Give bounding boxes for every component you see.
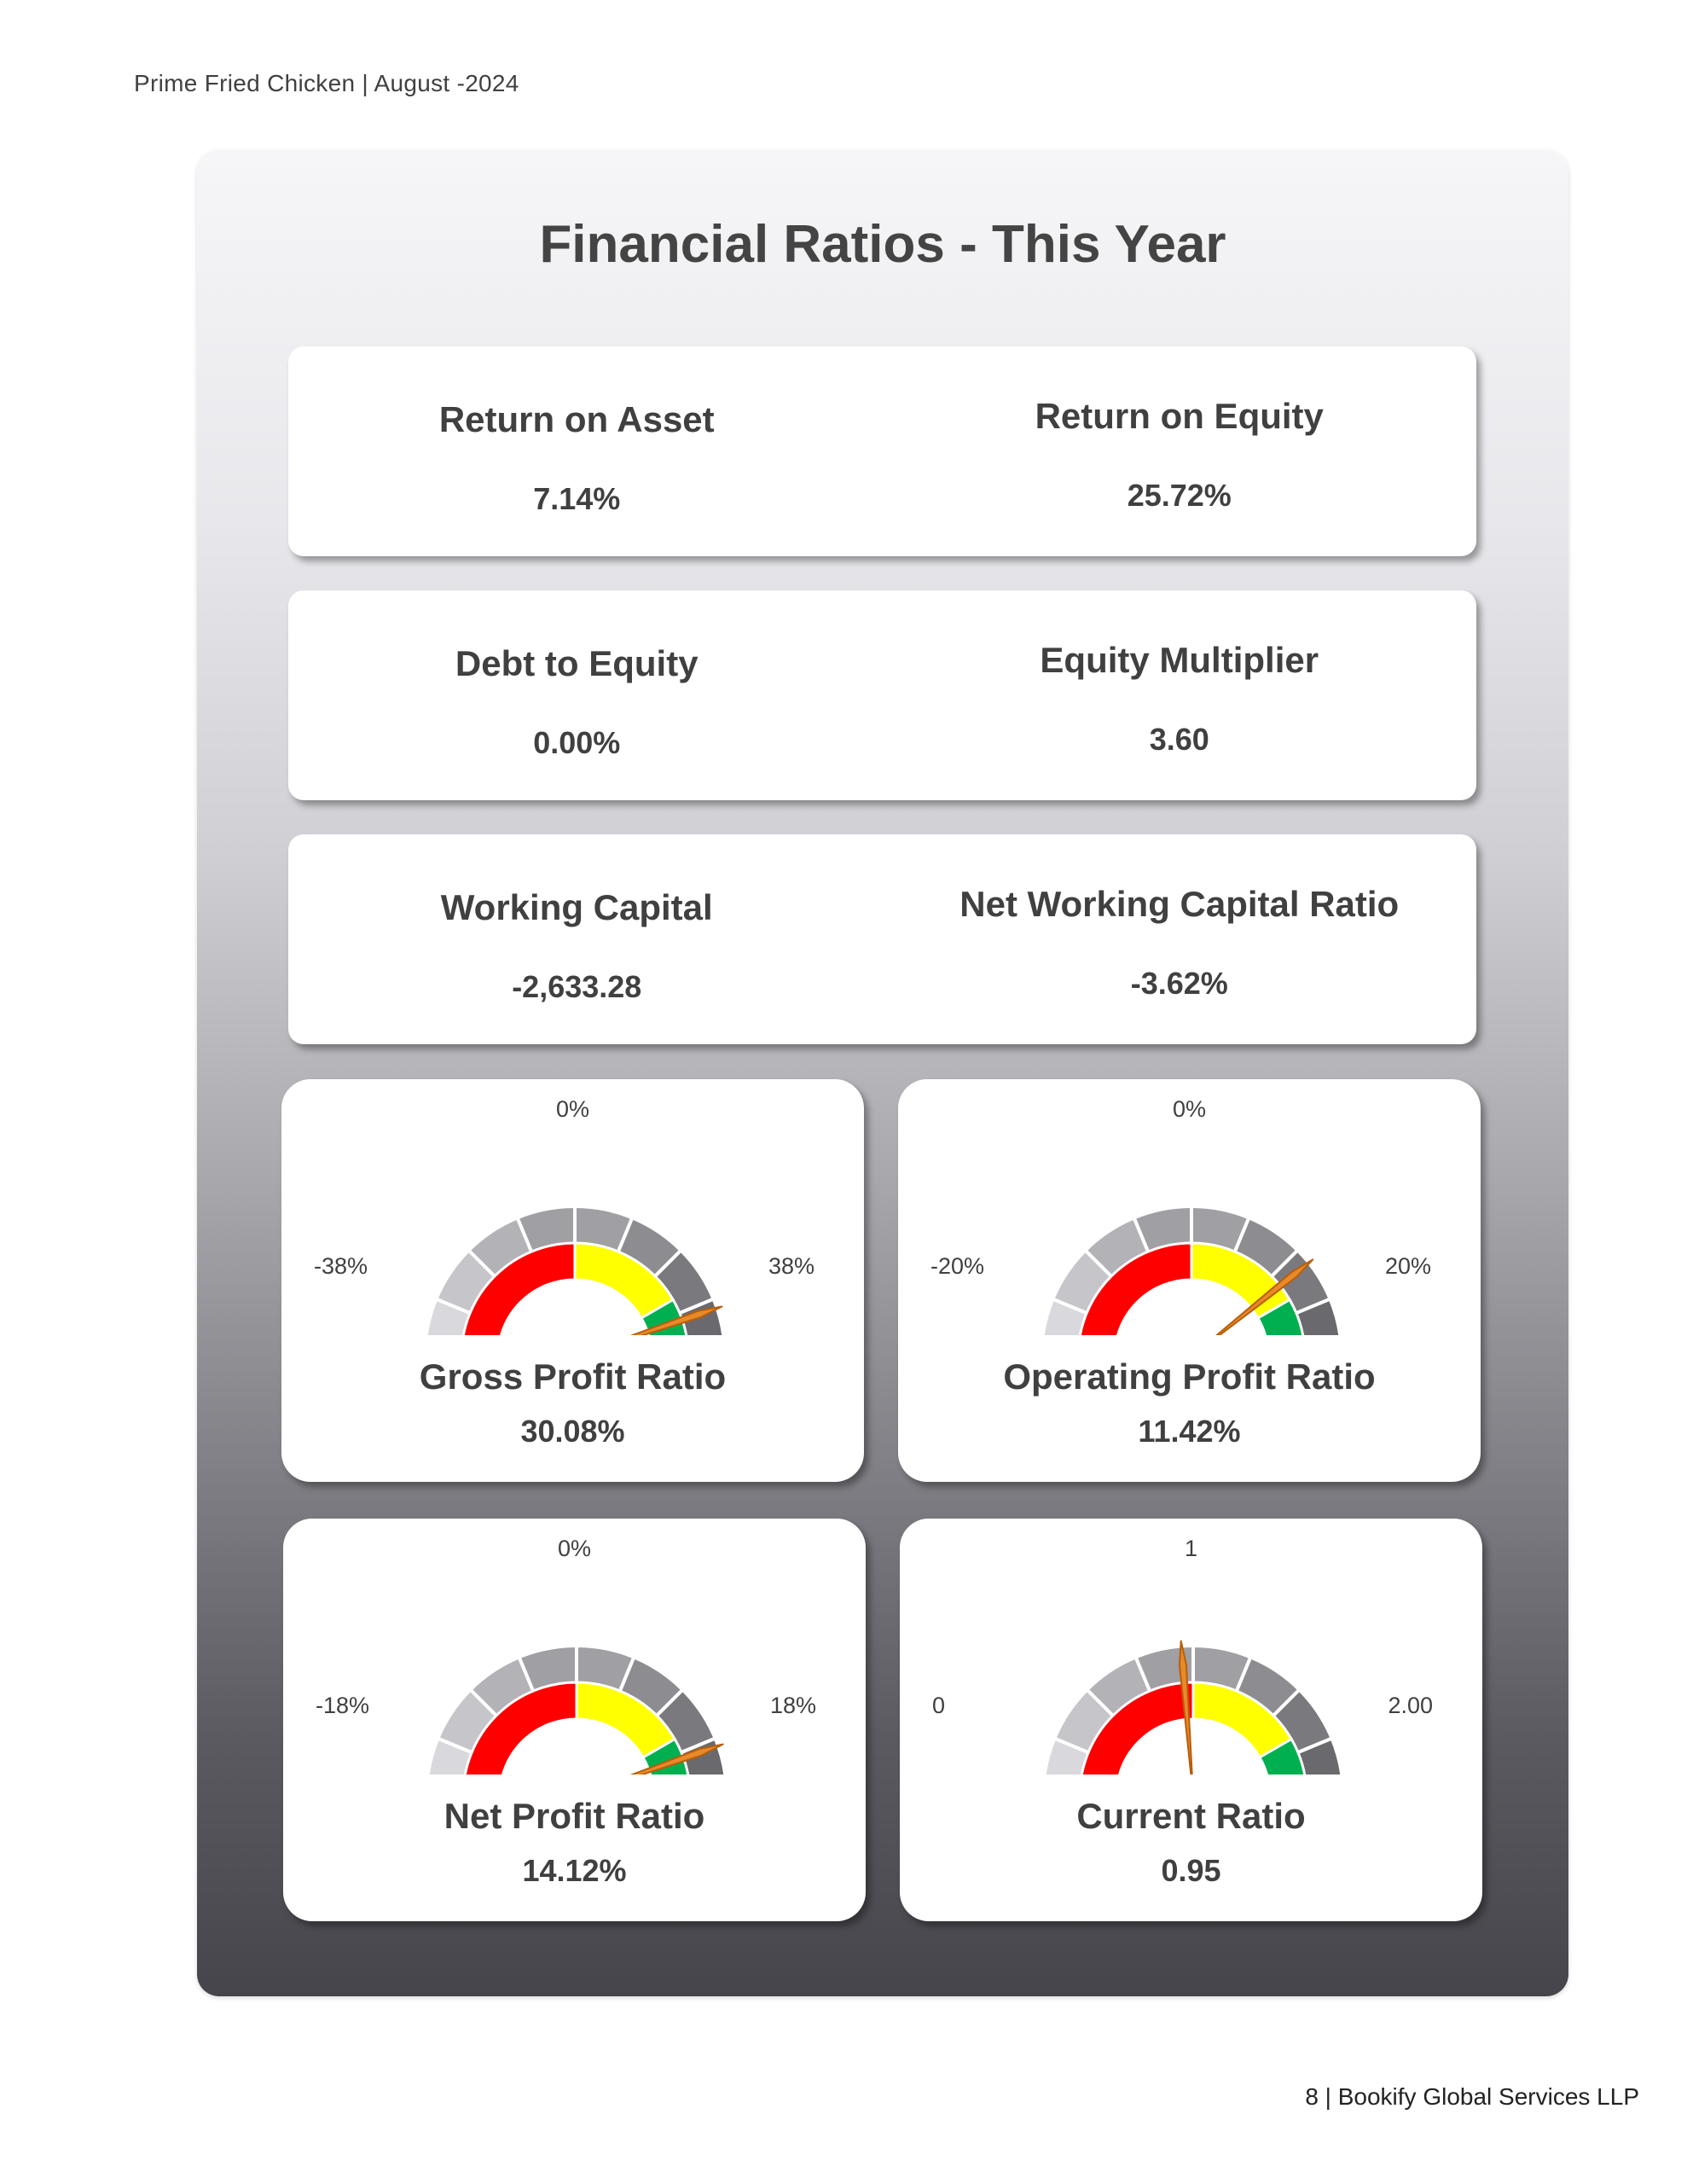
kpi-label: Equity Multiplier xyxy=(1040,640,1319,680)
gauge-min-label: -38% xyxy=(314,1253,368,1279)
gauge-max-label: 2.00 xyxy=(1388,1693,1433,1718)
kpi-return-on-asset xyxy=(280,346,874,556)
gauge-value: 30.08% xyxy=(520,1414,625,1449)
gauge-min-label: -20% xyxy=(930,1253,985,1279)
kpi-label: Return on Asset xyxy=(438,399,715,439)
kpi-label: Working Capital xyxy=(440,887,713,927)
gauge-max-label: 38% xyxy=(768,1253,815,1279)
page-footer: 8 | Bookify Global Services LLP xyxy=(1305,2083,1639,2110)
financial-ratios-panel xyxy=(197,150,1568,1996)
kpi-label: Net Working Capital Ratio xyxy=(959,884,1400,924)
kpi-net-working-capital-ratio xyxy=(883,834,1477,1044)
gauge-title: Gross Profit Ratio xyxy=(419,1356,727,1397)
kpi-label: Return on Equity xyxy=(1035,396,1324,436)
gauge-mid-label: 0% xyxy=(557,1536,592,1561)
kpi-debt-to-equity xyxy=(280,590,874,800)
kpi-value: -2,633.28 xyxy=(512,969,642,1004)
gauge-card-net-profit xyxy=(283,1519,866,1921)
kpi-card-returns xyxy=(288,346,1476,556)
panel-title: Financial Ratios - This Year xyxy=(539,215,1226,274)
kpi-value: 3.60 xyxy=(1149,722,1209,757)
kpi-value: -3.62% xyxy=(1130,966,1228,1001)
gauge-min-label: 0 xyxy=(932,1693,946,1718)
kpi-card-working-capital xyxy=(288,834,1476,1044)
gauge-card-gross-profit xyxy=(281,1079,864,1482)
gauge-value: 0.95 xyxy=(1161,1853,1221,1888)
gauge-card-operating-profit xyxy=(898,1079,1481,1482)
gauge-title: Net Profit Ratio xyxy=(443,1796,705,1836)
kpi-value: 25.72% xyxy=(1127,478,1232,513)
gauge-title: Operating Profit Ratio xyxy=(1003,1356,1376,1397)
kpi-equity-multiplier xyxy=(883,590,1477,800)
kpi-card-leverage xyxy=(288,590,1476,800)
gauge-value: 11.42% xyxy=(1138,1414,1241,1449)
kpi-value: 7.14% xyxy=(533,481,621,516)
gauge-value: 14.12% xyxy=(522,1853,627,1888)
kpi-value: 0.00% xyxy=(533,725,621,760)
gauge-max-label: 18% xyxy=(769,1693,816,1718)
gauge-max-label: 20% xyxy=(1384,1253,1431,1279)
kpi-return-on-equity xyxy=(883,346,1477,556)
gauge-mid-label: 0% xyxy=(555,1096,590,1122)
kpi-working-capital xyxy=(280,834,874,1044)
kpi-label: Debt to Equity xyxy=(455,643,699,683)
gauge-min-label: -18% xyxy=(316,1693,370,1718)
gauge-title: Current Ratio xyxy=(1076,1796,1306,1836)
gauge-mid-label: 0% xyxy=(1172,1096,1207,1122)
page-header: Prime Fried Chicken | August -2024 xyxy=(134,70,519,96)
gauge-mid-label: 1 xyxy=(1184,1536,1198,1561)
gauge-card-current-ratio xyxy=(900,1519,1482,1921)
